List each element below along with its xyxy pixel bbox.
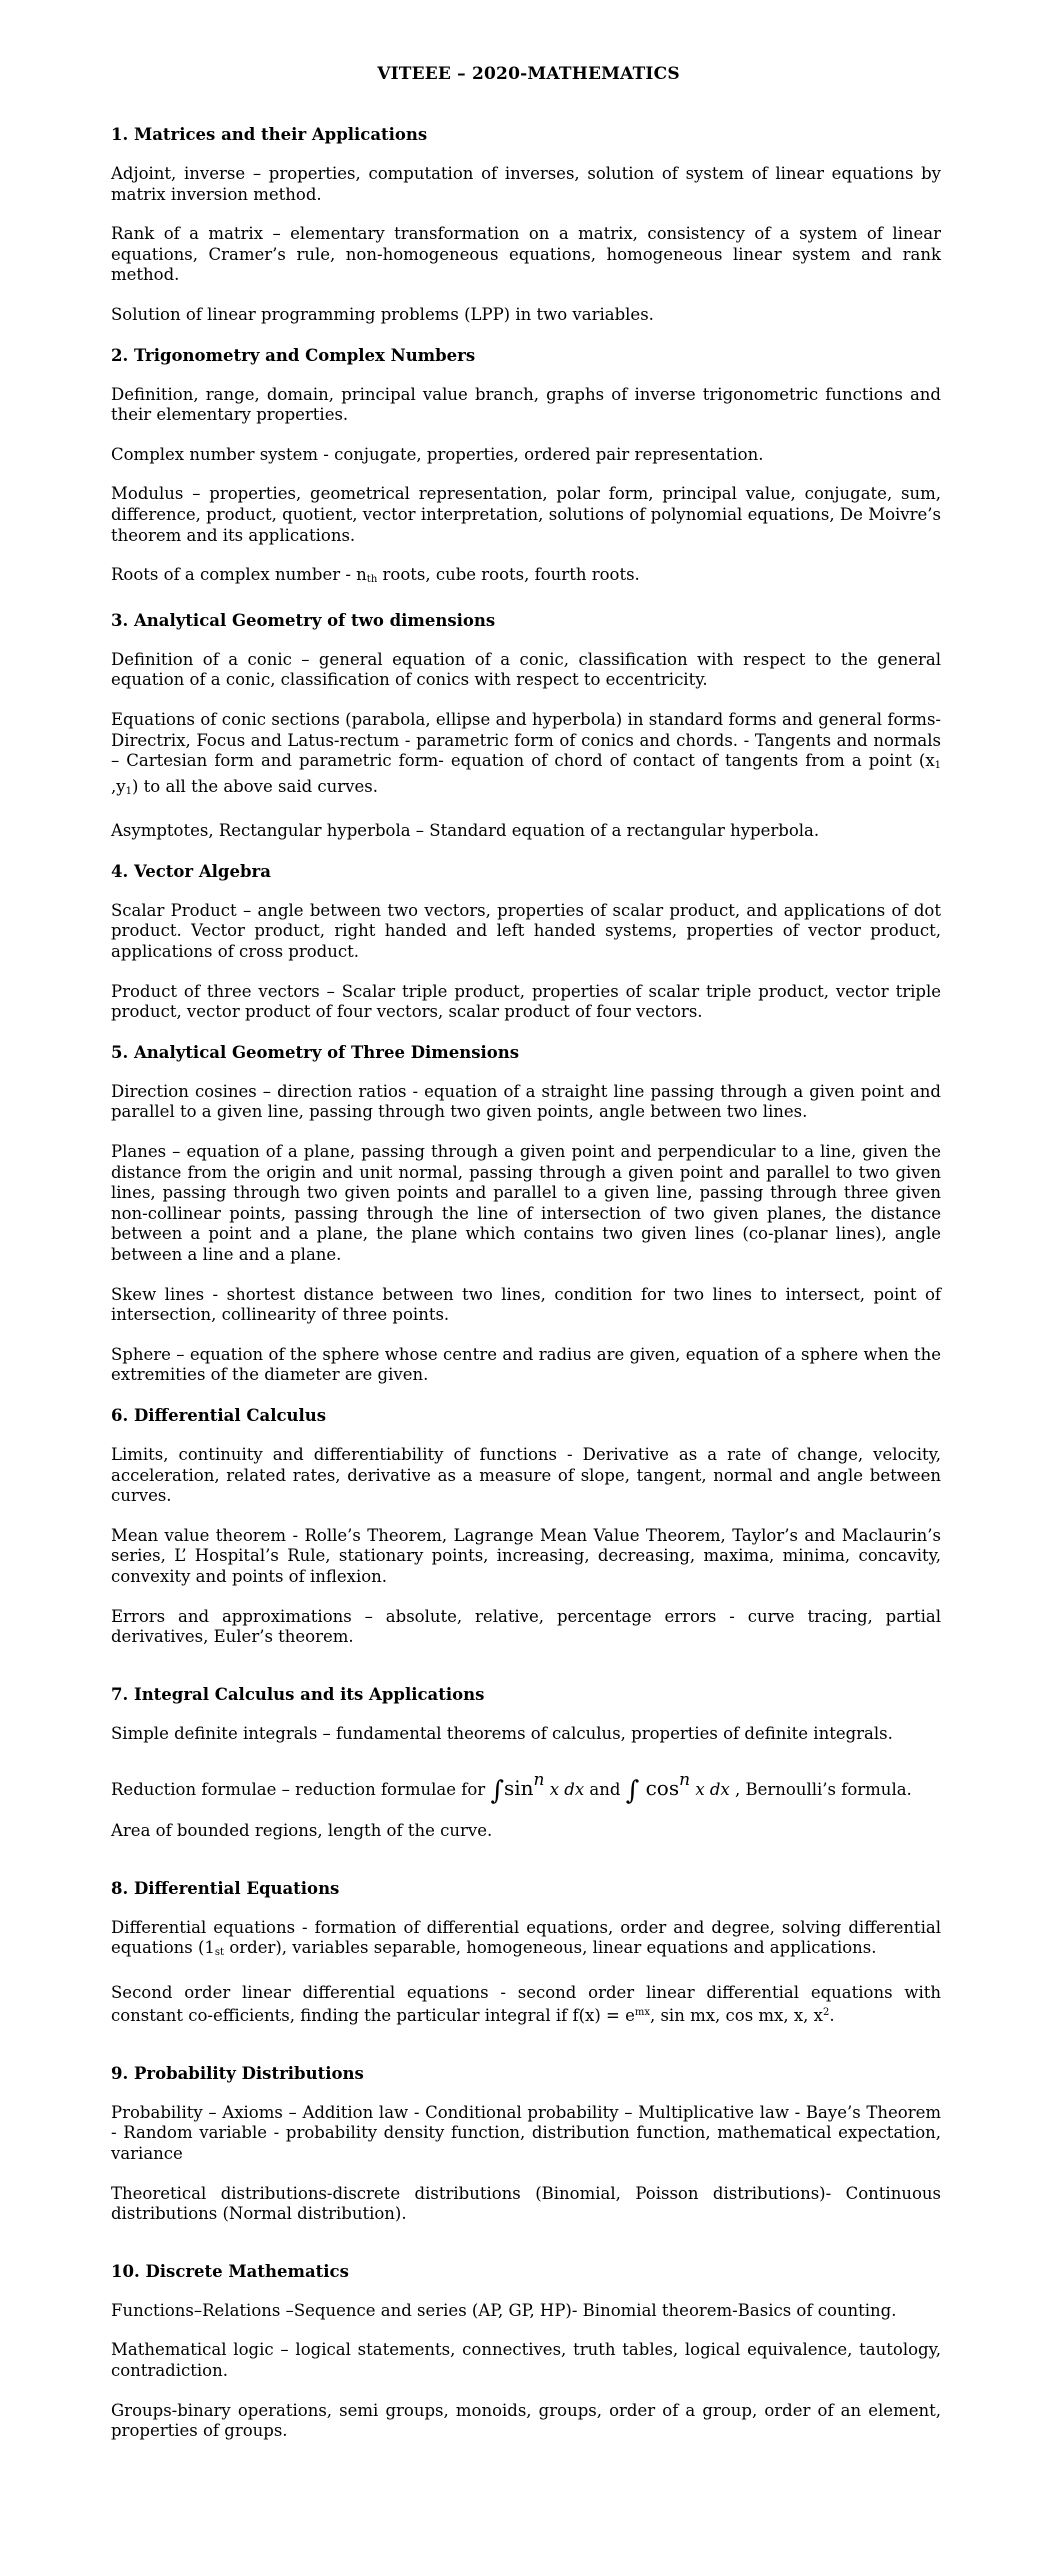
section-heading: 7. Integral Calculus and its Applications [111,1684,485,1704]
text-run: x dx [690,1780,730,1800]
section-heading: 4. Vector Algebra [111,861,271,881]
paragraph: Limits, continuity and differentiability of functions - Derivative as a rate of change, velocity, acceleration, related rates, derivative as a measure of slope, tangent, normal and angle between curves. [111,1444,941,1506]
text-run: x dx [544,1780,585,1800]
text-run: Second order linear differential equations - second order linear differential equations with constant co-efficients, finding the particular integral if f(x) = e [111,1982,941,2026]
text-run: . [829,2006,835,2026]
paragraph-roots [111,565,941,591]
subscript: st [214,1947,225,1959]
paragraph: Planes – equation of a plane, passing through a given point and perpendicular to a line, given the distance from the origin and unit normal, passing through a given point and parallel to two given lines, passing through two given points and parallel to a given line, passing through three given non-collinear points, passing through the line of intersection of two given planes, the distance between a point and a plane, the plane which contains two given lines (co-planar lines), angle between a line and a plane. [111,1142,941,1264]
paragraph: Area of bounded regions, length of the curve. [111,1820,493,1840]
paragraph-de-second-order [111,1983,941,2027]
exponent: n [679,1770,691,1791]
paragraph: Functions–Relations –Sequence and series (AP, GP, HP)- Binomial theorem-Basics of counting. [111,2300,897,2320]
paragraph-de-first-order [111,1918,941,1964]
paragraph: Modulus – properties, geometrical representation, polar form, principal value, conjugate, sum, difference, product, quotient, vector interpretation, solutions of polynomial equations, De Moivre’s theorem and its applications. [111,484,941,545]
paragraph-conic [111,710,941,802]
text-run: order), variables separable, homogeneous, linear equations and applications. [224,1938,877,1958]
paragraph: Rank of a matrix – elementary transformation on a matrix, consistency of a system of linear equations, Cramer’s rule, non-homogeneous equations, homogeneous linear system and rank method. [111,224,941,285]
superscript: 2 [822,2007,830,2019]
syllabus-content [111,124,941,2461]
superscript: mx [634,2007,650,2019]
section-heading: 10. Discrete Mathematics [111,2261,349,2281]
paragraph: Simple definite integrals – fundamental theorems of calculus, properties of definite integrals. [111,1723,893,1743]
paragraph: Sphere – equation of the sphere whose centre and radius are given, equation of a sphere when the extremities of the diameter are given. [111,1344,941,1385]
paragraph: Groups-binary operations, semi groups, monoids, groups, order of a group, order of an element, properties of groups. [111,2400,941,2441]
text-run: roots, cube roots, fourth roots. [377,565,640,585]
function-name: cos [639,1776,680,1801]
integral-symbol: ∫ [490,1776,504,1807]
paragraph-reduction [111,1770,941,1807]
section-heading: 2. Trigonometry and Complex Numbers [111,345,476,365]
text-run: , sin mx, cos mx, x, x [649,2006,823,2026]
paragraph: Definition of a conic – general equation of a conic, classification with respect to the general equation of a conic, classification of conics with respect to eccentricity. [111,649,941,690]
section-heading: 6. Differential Calculus [111,1405,327,1425]
paragraph: Scalar Product – angle between two vectors, properties of scalar product, and applications of dot product. Vector product, right handed and left handed systems, properties of vector product, applications of cross product. [111,900,941,962]
section-discrete-mathematics [111,2261,941,2442]
function-name: sin [504,1776,534,1801]
section-analytical-geometry-2d [111,610,941,842]
section-probability [111,2063,941,2225]
section-integral-calculus [111,1684,941,1842]
paragraph: Errors and approximations – absolute, relative, percentage errors - curve tracing, partial derivatives, Euler’s theorem. [111,1606,941,1647]
paragraph: Skew lines - shortest distance between two lines, condition for two lines to intersect, point of intersection, collinearity of three points. [111,1284,941,1325]
text-run: ,y [111,776,126,796]
paragraph: Definition, range, domain, principal value branch, graphs of inverse trigonometric functions and their elementary properties. [111,384,941,425]
document-title: VITEEE – 2020-MATHEMATICS [377,64,680,84]
text-run: ) to all the above said curves. [131,776,378,796]
section-differential-equations [111,1878,941,2027]
paragraph: Theoretical distributions-discrete distributions (Binomial, Poisson distributions)- Continuous distributions (Normal distribution). [111,2183,941,2224]
section-analytical-geometry-3d [111,1042,941,1386]
subscript: th [366,574,378,586]
text-run: Roots of a complex number - n [111,565,367,585]
paragraph: Complex number system - conjugate, properties, ordered pair representation. [111,444,764,464]
section-heading: 9. Probability Distributions [111,2063,364,2083]
paragraph: Mean value theorem - Rolle’s Theorem, Lagrange Mean Value Theorem, Taylor’s and Maclaurin’s series, L’ Hospital’s Rule, stationary points, increasing, decreasing, maxima, minima, concavity, convexity and points of inflexion. [111,1525,941,1586]
exponent: n [533,1770,545,1791]
section-heading: 1. Matrices and their Applications [111,125,428,144]
text-run: , Bernoulli’s formula. [729,1780,912,1800]
paragraph: Mathematical logic – logical statements, connectives, truth tables, logical equivalence, tautology, contradiction. [111,2340,941,2381]
section-differential-calculus [111,1405,941,1648]
paragraph: Product of three vectors – Scalar triple product, properties of scalar triple product, vector triple product, vector product of four vectors, scalar product of four vectors. [111,981,941,1022]
paragraph: Probability – Axioms – Addition law - Conditional probability – Multiplicative law - Baye’s Theorem - Random variable - probability density function, distribution function, mathematical expectation, variance [111,2102,941,2164]
text-run: Equations of conic sections (parabola, ellipse and hyperbola) in standard forms and general forms- Directrix, Focus and Latus-rectum - parametric form of conics and chords. - Tangents and normals – Cartesian form and parametric form- equation of chord of contact of tangents from a point (x [111,709,941,771]
paragraph: Solution of linear programming problems (LPP) in two variables. [111,304,654,324]
text-run: Differential equations - formation of differential equations, order and degree, solving differential equations (1 [111,1917,941,1958]
text-run: and [584,1780,626,1800]
section-trigonometry [111,345,941,591]
paragraph: Asymptotes, Rectangular hyperbola – Standard equation of a rectangular hyperbola. [111,821,820,841]
formula-sin [490,1770,585,1807]
subscript: 1 [934,760,941,772]
section-heading: 8. Differential Equations [111,1878,340,1898]
section-heading: 5. Analytical Geometry of Three Dimensions [111,1042,520,1062]
paragraph: Direction cosines – direction ratios - equation of a straight line passing through a given point and parallel to a given line, passing through two given points, angle between two lines. [111,1081,941,1122]
section-vector-algebra [111,861,941,1023]
text-run: Reduction formulae – reduction formulae for [111,1780,491,1800]
subscript: 1 [125,785,132,797]
section-heading: 3. Analytical Geometry of two dimensions [111,610,496,630]
formula-cos [625,1770,730,1807]
integral-symbol: ∫ [625,1776,640,1807]
section-matrices [111,124,941,326]
paragraph: Adjoint, inverse – properties, computation of inverses, solution of system of linear equations by matrix inversion method. [111,164,941,204]
